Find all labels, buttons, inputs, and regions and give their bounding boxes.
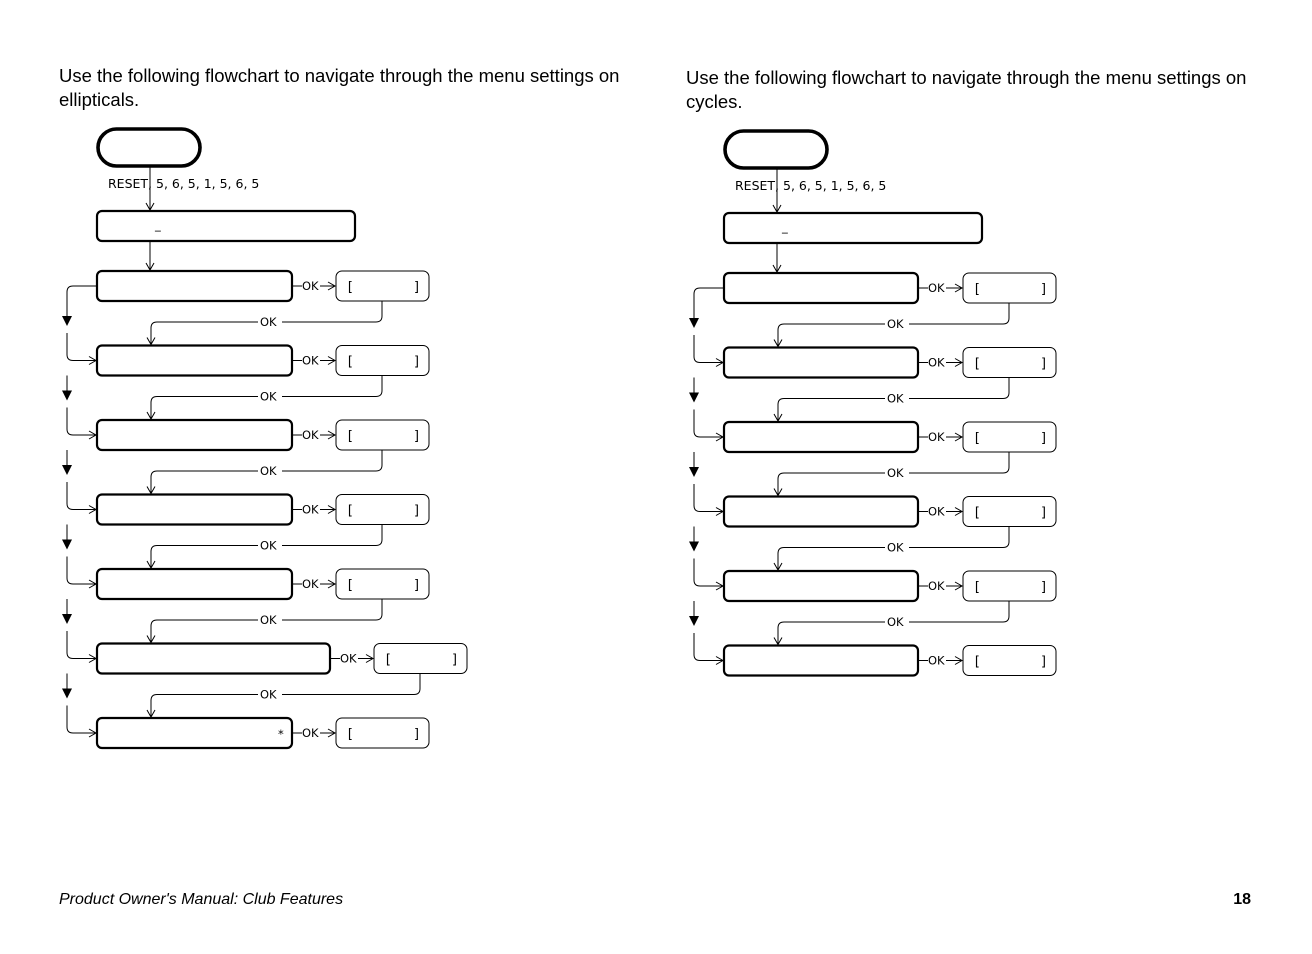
value-open-bracket: [ bbox=[973, 282, 981, 297]
ok-label: OK bbox=[928, 579, 945, 593]
ok-label: OK bbox=[928, 430, 945, 444]
prompt-display-box bbox=[724, 213, 982, 243]
connector-line bbox=[694, 559, 723, 587]
ok-label: OK bbox=[302, 279, 319, 293]
menu-step-box bbox=[97, 495, 292, 525]
menu-step-box bbox=[97, 569, 292, 599]
value-open-bracket: [ bbox=[973, 580, 981, 595]
value-open-bracket: [ bbox=[346, 280, 354, 295]
prompt-display-box bbox=[97, 211, 355, 241]
ok-label: OK bbox=[260, 315, 277, 329]
down-button-triangle bbox=[62, 614, 72, 624]
menu-step-box bbox=[97, 718, 292, 748]
connector-line bbox=[67, 706, 96, 734]
menu-step-box bbox=[97, 420, 292, 450]
down-button-triangle bbox=[62, 316, 72, 326]
connector-line bbox=[67, 557, 96, 585]
footer-title: Product Owner's Manual: Club Features bbox=[59, 891, 344, 908]
value-close-bracket: ] bbox=[451, 652, 459, 668]
value-close-bracket: ] bbox=[1040, 505, 1048, 521]
menu-step-box bbox=[724, 646, 918, 676]
connector-line bbox=[67, 482, 96, 510]
ok-label: OK bbox=[887, 466, 904, 480]
prompt-cursor: _ bbox=[782, 220, 788, 234]
value-close-bracket: ] bbox=[1040, 654, 1048, 670]
value-open-bracket: [ bbox=[973, 431, 981, 446]
value-open-bracket: [ bbox=[346, 503, 354, 519]
menu-step-box bbox=[724, 422, 918, 452]
prompt-cursor: _ bbox=[155, 218, 161, 232]
menu-step-box bbox=[97, 644, 330, 674]
down-button-triangle bbox=[689, 542, 699, 552]
connector-line bbox=[161, 674, 420, 695]
ok-label: OK bbox=[928, 281, 945, 295]
menu-step-box bbox=[724, 273, 918, 303]
connector-line bbox=[694, 410, 723, 438]
down-button-triangle bbox=[689, 616, 699, 626]
menu-step-box bbox=[724, 497, 918, 527]
down-button-triangle bbox=[62, 391, 72, 401]
entry-key-sequence: RESET, 5, 6, 5, 1, 5, 6, 5 bbox=[735, 178, 887, 193]
value-close-bracket: ] bbox=[413, 280, 421, 295]
menu-step-box bbox=[97, 346, 292, 376]
value-close-bracket: ] bbox=[1040, 282, 1048, 297]
page-number: 18 bbox=[1233, 891, 1251, 908]
value-open-bracket: [ bbox=[973, 654, 981, 670]
ok-label: OK bbox=[302, 428, 319, 442]
ok-label: OK bbox=[302, 726, 319, 740]
down-button-triangle bbox=[689, 467, 699, 477]
ok-label: OK bbox=[928, 653, 945, 668]
down-button-triangle bbox=[62, 689, 72, 699]
value-open-bracket: [ bbox=[973, 356, 981, 372]
intro-ellipticals: Use the following flowchart to navigate through the menu settings on ellipticals. bbox=[59, 65, 620, 110]
entry-key-sequence: RESET, 5, 6, 5, 1, 5, 6, 5 bbox=[108, 176, 260, 191]
ok-label: OK bbox=[887, 615, 904, 629]
connector-line bbox=[67, 631, 96, 659]
connector-line bbox=[67, 333, 96, 361]
down-button-triangle bbox=[689, 318, 699, 328]
step-marker: * bbox=[278, 727, 284, 741]
down-button-triangle bbox=[689, 393, 699, 403]
connector-line bbox=[67, 286, 97, 316]
ok-label: OK bbox=[928, 504, 945, 519]
ok-label: OK bbox=[260, 613, 277, 627]
value-close-bracket: ] bbox=[413, 727, 421, 742]
connector-line bbox=[694, 335, 723, 363]
connector-line bbox=[67, 408, 96, 436]
value-close-bracket: ] bbox=[413, 354, 421, 370]
menu-step-box bbox=[724, 348, 918, 378]
ok-label: OK bbox=[302, 353, 319, 368]
down-button-triangle bbox=[62, 465, 72, 475]
connector-line bbox=[694, 484, 723, 512]
ok-label: OK bbox=[302, 502, 319, 517]
ok-label: OK bbox=[302, 577, 319, 591]
value-open-bracket: [ bbox=[346, 354, 354, 370]
ok-label: OK bbox=[260, 389, 277, 404]
connector-line bbox=[694, 288, 724, 318]
flowchart-ellipticals bbox=[0, 0, 656, 800]
value-close-bracket: ] bbox=[413, 429, 421, 444]
ok-label: OK bbox=[887, 540, 904, 555]
start-terminal bbox=[725, 131, 827, 168]
ok-label: OK bbox=[887, 317, 904, 331]
value-close-bracket: ] bbox=[413, 578, 421, 593]
value-open-bracket: [ bbox=[384, 652, 392, 668]
value-close-bracket: ] bbox=[1040, 356, 1048, 372]
menu-step-box bbox=[724, 571, 918, 601]
value-close-bracket: ] bbox=[413, 503, 421, 519]
start-terminal bbox=[98, 129, 200, 166]
value-open-bracket: [ bbox=[346, 578, 354, 593]
ok-label: OK bbox=[260, 464, 277, 478]
down-button-triangle bbox=[62, 540, 72, 550]
value-close-bracket: ] bbox=[1040, 580, 1048, 595]
menu-step-box bbox=[97, 271, 292, 301]
ok-label: OK bbox=[887, 391, 904, 406]
value-close-bracket: ] bbox=[1040, 431, 1048, 446]
value-open-bracket: [ bbox=[346, 727, 354, 742]
ok-label: OK bbox=[928, 355, 945, 370]
connector-line bbox=[694, 633, 723, 661]
ok-label: OK bbox=[260, 687, 277, 702]
intro-cycles: Use the following flowchart to navigate through the menu settings on cycles. bbox=[686, 67, 1247, 112]
value-open-bracket: [ bbox=[973, 505, 981, 521]
ok-label: OK bbox=[340, 651, 357, 666]
ok-label: OK bbox=[260, 538, 277, 553]
flowchart-cycles bbox=[627, 0, 1283, 800]
value-open-bracket: [ bbox=[346, 429, 354, 444]
